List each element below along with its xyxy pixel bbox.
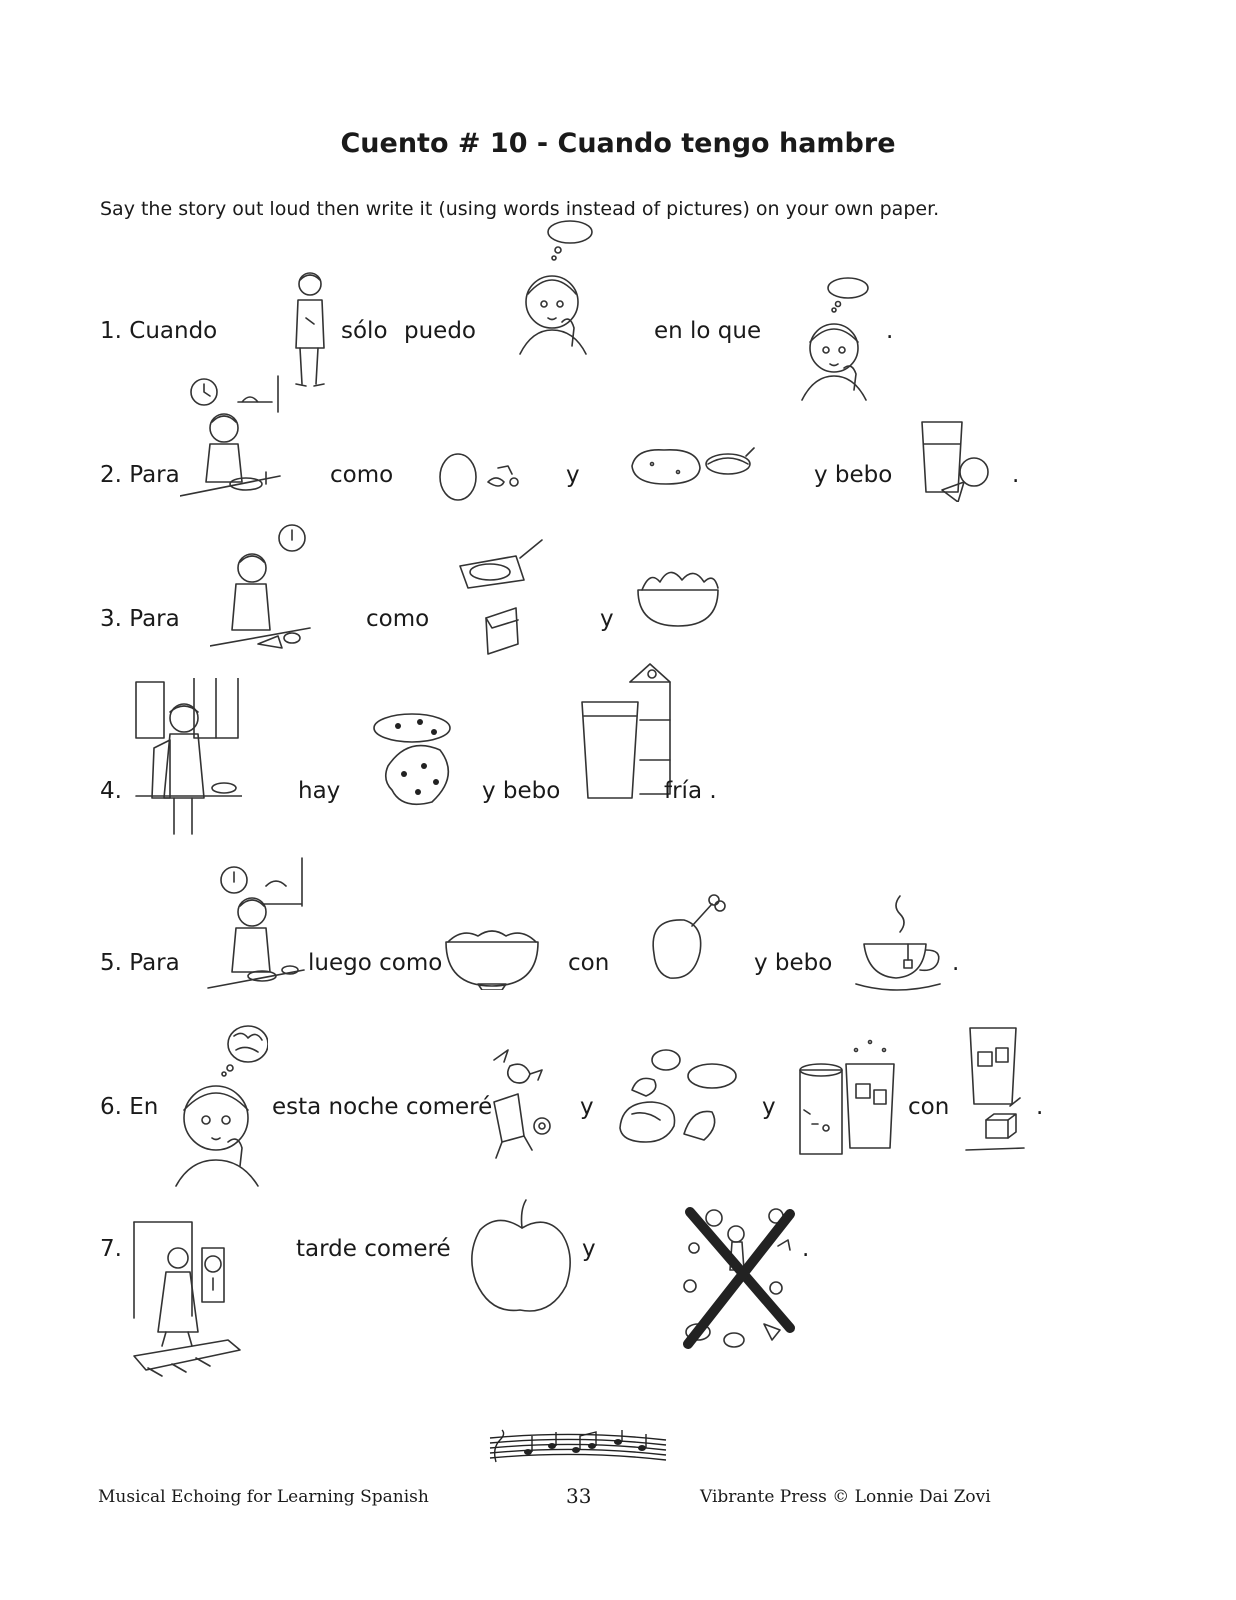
line-5-word-2: con: [568, 950, 610, 976]
line-5-word-1: luego como: [308, 950, 443, 976]
rice-bowl-icon: [442, 926, 542, 990]
line-7-number: 7.: [100, 1236, 122, 1262]
page-number: 33: [566, 1484, 592, 1508]
footer-book-title: Musical Echoing for Learning Spanish: [98, 1487, 429, 1507]
eggs-icon: [436, 452, 524, 502]
line-2-word-2: y: [566, 462, 580, 488]
lunch-time-icon: [210, 520, 314, 658]
late-night-hallway-icon: [132, 1218, 242, 1380]
line-4-number: 4.: [100, 778, 122, 804]
line-2-end: .: [1012, 462, 1020, 488]
potatoes-and-bowl-icon: [628, 442, 756, 490]
line-2-word-1: como: [330, 462, 394, 488]
iced-drink-icon: [964, 1024, 1026, 1158]
line-3-word-1: como: [366, 606, 430, 632]
salad-bowl-icon: [634, 560, 724, 632]
line-6-word-2: y: [580, 1094, 594, 1120]
kitchen-after-school-icon: [134, 678, 242, 838]
orange-juice-icon: [918, 418, 990, 502]
footer-publisher: Vibrante Press © Lonnie Dai Zovi: [700, 1487, 991, 1507]
morning-breakfast-icon: [180, 372, 284, 502]
line-3-number: 3. Para: [100, 606, 180, 632]
line-7-word-2: y: [582, 1236, 596, 1262]
instructions: Say the story out loud then write it (using words instead of pictures) on your own paper.: [100, 198, 940, 220]
person-thinking-of-food-icon: [796, 276, 882, 404]
line-2-number: 2. Para: [100, 462, 180, 488]
line-5-end: .: [952, 950, 960, 976]
line-4-word-3: fría .: [664, 778, 717, 804]
line-4-word-1: hay: [298, 778, 341, 804]
line-5-word-3: y bebo: [754, 950, 833, 976]
apple-icon: [466, 1194, 578, 1318]
cup-of-tea-icon: [854, 892, 944, 996]
line-7-end: .: [802, 1236, 810, 1262]
line-6-word-1: esta noche comeré: [272, 1094, 493, 1120]
line-6-word-4: con: [908, 1094, 950, 1120]
chicken-leg-icon: [644, 892, 726, 984]
line-7-word-1: tarde comeré: [296, 1236, 451, 1262]
nuts-icon: [612, 1046, 746, 1146]
dinner-time-icon: [206, 856, 306, 994]
line-6-word-3: y: [762, 1094, 776, 1120]
line-1-number: 1. Cuando: [100, 318, 218, 344]
pizza-and-cheese-icon: [454, 536, 548, 658]
line-1-end: .: [886, 318, 894, 344]
person-thinking-icon: [512, 218, 600, 358]
soda-drinks-icon: [794, 1030, 902, 1160]
line-1-word-1: sólo: [341, 318, 388, 344]
line-2-word-3: y bebo: [814, 462, 893, 488]
line-1-word-2: puedo: [404, 318, 476, 344]
crossed-out-snacks-icon: [680, 1204, 800, 1354]
person-dreaming-of-snacks-icon: [168, 1020, 268, 1190]
glass-of-milk-icon: [578, 660, 674, 806]
line-5-number: 5. Para: [100, 950, 180, 976]
line-4-word-2: y bebo: [482, 778, 561, 804]
line-3-word-2: y: [600, 606, 614, 632]
person-standing-hungry-icon: [278, 268, 340, 392]
music-staff-icon: [488, 1428, 668, 1464]
line-6-number: 6. En: [100, 1094, 159, 1120]
line-6-end: .: [1036, 1094, 1044, 1120]
page-title: Cuento # 10 - Cuando tengo hambre: [340, 128, 896, 159]
candies-icon: [480, 1046, 558, 1166]
cookies-icon: [368, 706, 462, 814]
line-1-word-3: en lo que: [654, 318, 762, 344]
